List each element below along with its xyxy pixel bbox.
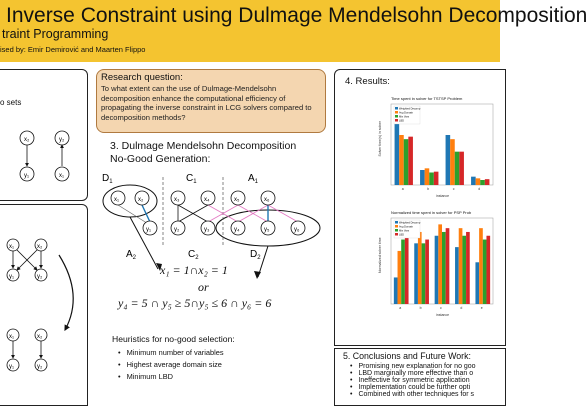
svg-text:x₁: x₁ — [9, 334, 15, 340]
left-bottom-panel — [0, 204, 88, 406]
legend-swatch — [395, 107, 398, 110]
conclusions-heading: 5. Conclusions and Future Work: — [343, 351, 471, 361]
sets-label: o sets — [0, 98, 22, 107]
svg-text:y₃: y₃ — [204, 227, 210, 233]
x-axis-label: instance — [436, 313, 450, 317]
svg-text:y₂: y₂ — [174, 227, 180, 233]
svg-text:x₁: x₁ — [59, 173, 65, 179]
bar — [446, 135, 451, 185]
legend-entry: Avg Domain — [399, 111, 414, 115]
conclusion-item: • Combined with other techniques for s — [350, 391, 474, 398]
svg-text:y₁: y₁ — [146, 227, 152, 233]
x-tick-label: a — [399, 306, 402, 310]
heuristic-item: • Minimum LBD — [118, 372, 173, 381]
results-heading: 4. Results: — [345, 76, 390, 87]
conclusion-item: • Implementation could be further opti — [350, 384, 470, 391]
results-chart-tstsp — [377, 94, 497, 199]
x-tick-label: d — [460, 306, 463, 310]
heuristics-heading: Heuristics for no-good selection: — [112, 334, 235, 344]
legend-swatch — [395, 221, 398, 224]
legend-entry: LBD — [399, 233, 405, 237]
bar — [480, 180, 485, 185]
bar — [485, 179, 490, 185]
results-panel — [334, 69, 506, 346]
bar — [405, 236, 409, 304]
method-heading: 3. Dulmage Mendelsohn Decomposition — [110, 140, 297, 152]
svg-text:y₂: y₂ — [37, 364, 43, 370]
x-tick-label: e — [480, 306, 483, 310]
bar — [471, 177, 476, 185]
heuristic-item: • Minimum number of variables — [118, 348, 224, 357]
bar — [455, 247, 459, 304]
svg-text:C2: $C_2$ — [188, 249, 199, 261]
bar — [450, 139, 455, 185]
method-subheading: No-Good Generation: — [110, 153, 211, 165]
research-question-heading: Research question: — [101, 72, 183, 83]
bar — [399, 135, 404, 185]
svg-text:A2: $A_2$ — [126, 249, 137, 261]
left-top-panel — [0, 69, 88, 201]
conclusion-item: • Promising new explanation for no goo — [350, 363, 476, 370]
bar — [425, 240, 429, 304]
bar — [466, 232, 470, 304]
bar — [476, 178, 481, 185]
bar — [486, 236, 490, 304]
bar — [398, 251, 402, 304]
svg-text:y₁: y₁ — [9, 274, 15, 280]
poster-title: Inverse Constraint using Dulmage Mendelsohn Decomposition — [6, 4, 587, 27]
y-axis-label: Solver time(s) in solver — [378, 120, 382, 157]
x-tick-label: c — [440, 306, 442, 310]
bar — [420, 170, 425, 185]
legend-swatch — [395, 119, 398, 122]
svg-text:x₄: x₄ — [204, 197, 210, 203]
svg-text:y₁: y₁ — [24, 173, 30, 179]
svg-text:x₆: x₆ — [264, 197, 270, 203]
legend-entry: Weighted Decomp — [399, 107, 421, 111]
formula-one: x₁ = 1∩x₂ = 1 — [160, 263, 228, 277]
bar — [475, 262, 479, 304]
research-question-text: To what extent can the use of Dulmage-Mendelsohn decomposition enhance the computational efficiency of propagating the inverse constraint in LCG solvers compared to decomposition methods? — [101, 84, 312, 122]
svg-text:A1: $A_1$ — [248, 173, 259, 185]
bar — [438, 224, 442, 304]
x-axis-label: instance — [436, 194, 450, 198]
bar — [479, 228, 483, 304]
svg-text:x₂: x₂ — [138, 197, 144, 203]
legend-swatch — [395, 115, 398, 118]
svg-text:y₄: y₄ — [234, 227, 240, 233]
poster-authors: ised by: Emir Demirović and Maarten Flippo — [0, 45, 146, 54]
bar — [414, 243, 418, 304]
bar — [483, 240, 487, 304]
bar — [434, 172, 439, 185]
svg-text:x₅: x₅ — [234, 197, 240, 203]
legend-swatch — [395, 233, 398, 236]
svg-text:x₂: x₂ — [37, 334, 43, 340]
svg-text:D1: $D_1$ — [102, 173, 113, 185]
poster-header — [0, 0, 587, 62]
bar — [418, 232, 422, 304]
bar — [425, 168, 430, 185]
svg-text:C1: $C_1$ — [186, 173, 197, 185]
svg-text:x₂: x₂ — [37, 244, 43, 250]
svg-text:x₃: x₃ — [174, 197, 180, 203]
svg-text:y₅: y₅ — [264, 227, 270, 233]
results-chart-psp — [377, 208, 497, 318]
legend-entry: Min Vars — [399, 229, 410, 233]
x-tick-label: a — [401, 187, 404, 191]
bar — [462, 236, 466, 304]
legend-swatch — [395, 229, 398, 232]
x-tick-label: c — [452, 187, 455, 191]
bar — [408, 137, 413, 185]
svg-text:y₂: y₂ — [37, 274, 43, 280]
poster-subtitle: traint Programming — [2, 27, 109, 41]
svg-text:y₂: y₂ — [59, 137, 65, 143]
left-top-graph — [0, 70, 87, 200]
heuristic-item: • Highest average domain size — [118, 360, 222, 369]
research-question-box — [96, 69, 326, 133]
svg-text:y₁: y₁ — [9, 364, 15, 370]
left-bottom-graph — [0, 205, 87, 405]
formula-two: y₄ = 5 ∩ y₅ ≥ 5∩y₅ ≤ 6 ∩ y₆ = 6 — [118, 296, 272, 310]
legend-swatch — [395, 225, 398, 228]
conclusion-item: • Ineffective for symmetric application — [350, 377, 470, 384]
bar — [446, 228, 450, 304]
bar — [429, 173, 434, 186]
chart-title: Time spent in solver for TSTSP Problem — [391, 96, 463, 101]
x-tick-label: b — [427, 187, 430, 191]
bar — [394, 277, 398, 304]
chart-title: Normalized time spent in solver for PSP Prob — [391, 210, 472, 215]
bar — [459, 228, 463, 304]
legend-entry: Min Vars — [399, 115, 410, 119]
legend-entry: LBD — [399, 119, 405, 123]
conclusion-item: • LBD marginally more effective than o — [350, 370, 473, 377]
svg-text:y₆: y₆ — [294, 227, 300, 233]
bar — [442, 232, 446, 304]
bar — [401, 240, 405, 304]
legend-entry: Avg Domain — [399, 225, 414, 229]
svg-text:D2: $D_2$ — [250, 249, 261, 261]
y-axis-label: Normalized solver time — [378, 237, 382, 273]
x-tick-label: b — [419, 306, 422, 310]
svg-text:x₂: x₂ — [24, 137, 30, 143]
legend-entry: Weighted Decomp — [399, 221, 421, 225]
bar — [455, 152, 460, 185]
formula-or: or — [198, 280, 209, 294]
bar — [435, 236, 439, 304]
svg-text:x₁: x₁ — [114, 197, 120, 203]
x-tick-label: d — [478, 187, 481, 191]
legend-swatch — [395, 111, 398, 114]
bar — [404, 139, 409, 185]
svg-text:x₁: x₁ — [9, 244, 15, 250]
bar — [422, 243, 426, 304]
bar — [459, 152, 464, 185]
